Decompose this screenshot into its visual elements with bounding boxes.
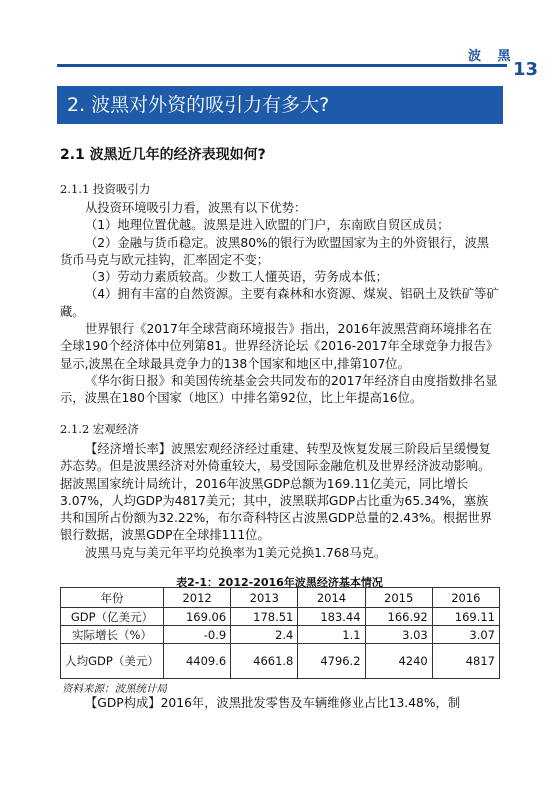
table-cell: 169.11: [432, 608, 499, 626]
table-row: [61, 644, 500, 679]
table-cell: 3.03: [365, 626, 432, 644]
table-header-cell: 2013: [231, 588, 298, 608]
table-cell: 3.07: [432, 626, 499, 644]
table-header-cell: 年份: [61, 588, 164, 608]
paragraph: 【经济增长率】波黑宏观经济经过重建、转型及恢复发展三阶段后呈缓慢复苏态势。但是波黑经济对外倚重较大，易受国际金融危机及世界经济波动影响。据波黑国家统计局统计，2016年波黑GDP总额为169.11亿美元，同比增长3.07%，人均GDP为4817美元；其中，波黑联邦GDP占比重为65.34%，塞族共和国所占份额为32.22%，布尔奇科特区占波黑GDP总量的2.43%。根据世界银行数据，波黑GDP在全球排111位。: [60, 442, 493, 543]
paragraph: 从投资环境吸引力看，波黑有以下优势：: [85, 201, 307, 215]
chapter-banner: 2. 波黑对外资的吸引力有多大?: [57, 86, 503, 124]
paragraph: （2）金融与货币稳定。波黑80%的银行为欧盟国家为主的外资银行，波黑货币马克与欧元挂钩，汇率固定不变；: [60, 235, 490, 267]
section-heading: 2.1 波黑近几年的经济表现如何?: [60, 147, 266, 163]
paragraph: 《华尔街日报》和美国传统基金会共同发布的2017年经济自由度指数排名显示，波黑在180个国家（地区）中排名第92位，比上年提高16位。: [60, 373, 498, 406]
economy-table: [60, 587, 500, 679]
table-header-cell: 2016: [432, 588, 499, 608]
table-header-cell: 2012: [164, 588, 231, 608]
table-cell: 4796.2: [298, 644, 365, 679]
subsection-heading-investment: 2.1.1 投资吸引力: [60, 182, 151, 196]
body-block-2: [60, 441, 500, 562]
paragraph: 波黑马克与美元年平均兑换率为1美元兑换1.768马克。: [85, 545, 387, 560]
table-cell: 178.51: [231, 608, 298, 626]
table-cell: 166.92: [365, 608, 432, 626]
table-header-cell: 2015: [365, 588, 432, 608]
table-cell: 169.06: [164, 608, 231, 626]
paragraph: （4）拥有丰富的自然资源。主要有森林和水资源、煤炭、铝矾土及铁矿等矿藏。: [60, 287, 499, 319]
paragraph: （3）劳动力素质较高。少数工人懂英语，劳务成本低；: [85, 270, 388, 285]
header-rule: [57, 64, 507, 67]
table-cell: 2.4: [231, 626, 298, 644]
table-cell: 4817: [432, 644, 499, 679]
table-source: 资料来源：波黑统计局: [62, 683, 167, 695]
subsection-heading-macro: 2.1.2 宏观经济: [60, 422, 139, 436]
table-cell: 183.44: [298, 608, 365, 626]
table-header-cell: 2014: [298, 588, 365, 608]
table-cell: GDP（亿美元）: [61, 608, 164, 626]
paragraph: （1）地理位置优越。波黑是进入欧盟的门户，东南欧自贸区成员；: [85, 218, 450, 233]
table-cell: 实际增长（%）: [61, 626, 164, 644]
table-cell: 4409.6: [164, 644, 231, 679]
page-number: 13: [513, 59, 539, 80]
header-section: 波 黑: [468, 49, 517, 64]
table-cell: 4240: [365, 644, 432, 679]
table-row: [61, 608, 500, 626]
table-title: 表2-1：2012-2016年波黑经济基本情况: [176, 576, 383, 589]
table-header-row: [61, 588, 500, 608]
table-cell: 4661.8: [231, 644, 298, 679]
paragraph: 世界银行《2017年全球营商环境报告》指出，2016年波黑营商环境排名在全球190个经济体中位列第81。世界经济论坛《2016-2017年全球竞争力报告》显示,波黑在全球最具竞争力的138个国家和地区中,排第107位。: [60, 322, 499, 371]
table-cell: -0.9: [164, 626, 231, 644]
paragraph-gdp-composition: 【GDP构成】2016年，波黑批发零售及车辆维修业占比13.48%，制: [85, 696, 461, 710]
table-cell: 1.1: [298, 626, 365, 644]
table-cell: 人均GDP（美元）: [61, 644, 164, 679]
body-block-1: [60, 200, 500, 408]
table-row: [61, 626, 500, 644]
